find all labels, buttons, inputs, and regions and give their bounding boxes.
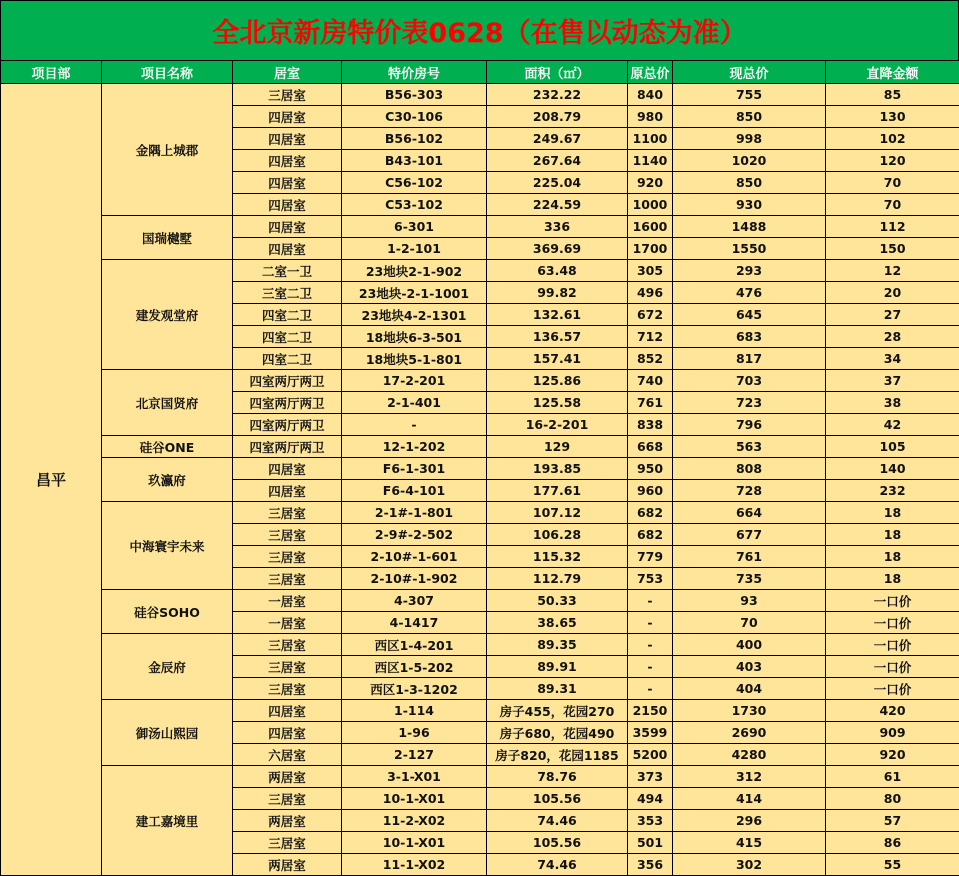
layout-cell: 六居室	[233, 744, 342, 766]
area-cell: 74.46	[487, 854, 628, 876]
unit-number-cell: 西区1-3-1202	[342, 678, 487, 700]
table-row	[1, 216, 959, 238]
layout-cell: 三居室	[233, 84, 342, 106]
area-cell: 129	[487, 436, 628, 458]
area-cell: 225.04	[487, 172, 628, 194]
table-body	[1, 84, 959, 876]
current-price-cell: 1488	[673, 216, 826, 238]
layout-cell: 四居室	[233, 106, 342, 128]
layout-cell: 四居室	[233, 722, 342, 744]
discount-cell: 70	[826, 194, 959, 216]
current-price-cell: 4280	[673, 744, 826, 766]
current-price-cell: 703	[673, 370, 826, 392]
area-cell: 232.22	[487, 84, 628, 106]
layout-cell: 四居室	[233, 700, 342, 722]
layout-cell: 三居室	[233, 524, 342, 546]
discount-cell: 12	[826, 260, 959, 282]
unit-number-cell: B56-102	[342, 128, 487, 150]
current-price-cell: 403	[673, 656, 826, 678]
area-cell: 99.82	[487, 282, 628, 304]
area-cell: 132.61	[487, 304, 628, 326]
project-name-cell: 中海寰宇未来	[102, 502, 233, 590]
table-row	[1, 590, 959, 612]
project-name-cell: 玖瀛府	[102, 458, 233, 502]
project-name-cell: 北京国贤府	[102, 370, 233, 436]
original-price-cell: -	[628, 634, 673, 656]
discount-cell: 102	[826, 128, 959, 150]
table-row	[1, 634, 959, 656]
discount-cell: 18	[826, 502, 959, 524]
unit-number-cell: 2-127	[342, 744, 487, 766]
area-cell: 63.48	[487, 260, 628, 282]
discount-cell: 34	[826, 348, 959, 370]
page-title: 全北京新房特价表0628（在售以动态为准）	[212, 11, 746, 50]
original-price-cell: 672	[628, 304, 673, 326]
current-price-cell: 563	[673, 436, 826, 458]
header-cell: 项目部	[1, 61, 102, 84]
original-price-cell: 3599	[628, 722, 673, 744]
layout-cell: 三室二卫	[233, 282, 342, 304]
area-cell: 115.32	[487, 546, 628, 568]
discount-cell: 105	[826, 436, 959, 458]
unit-number-cell: 2-1#-1-801	[342, 502, 487, 524]
unit-number-cell: 4-1417	[342, 612, 487, 634]
area-cell: 50.33	[487, 590, 628, 612]
discount-cell: 28	[826, 326, 959, 348]
area-cell: 177.61	[487, 480, 628, 502]
current-price-cell: 755	[673, 84, 826, 106]
layout-cell: 两居室	[233, 854, 342, 876]
discount-cell: 140	[826, 458, 959, 480]
area-cell: 房子680，花园490	[487, 722, 628, 744]
layout-cell: 四室二卫	[233, 326, 342, 348]
project-name-cell: 建工嘉境里	[102, 766, 233, 876]
discount-cell: 37	[826, 370, 959, 392]
discount-cell: 一口价	[826, 678, 959, 700]
current-price-cell: 293	[673, 260, 826, 282]
area-cell: 112.79	[487, 568, 628, 590]
header-cell: 居室	[233, 61, 342, 84]
discount-cell: 18	[826, 546, 959, 568]
table-row	[1, 84, 959, 106]
layout-cell: 三居室	[233, 634, 342, 656]
discount-cell: 80	[826, 788, 959, 810]
original-price-cell: 852	[628, 348, 673, 370]
current-price-cell: 998	[673, 128, 826, 150]
unit-number-cell: 2-1-401	[342, 392, 487, 414]
discount-cell: 38	[826, 392, 959, 414]
area-cell: 89.91	[487, 656, 628, 678]
area-cell: 136.57	[487, 326, 628, 348]
area-cell: 336	[487, 216, 628, 238]
original-price-cell: -	[628, 590, 673, 612]
original-price-cell: 753	[628, 568, 673, 590]
original-price-cell: 353	[628, 810, 673, 832]
layout-cell: 四居室	[233, 150, 342, 172]
unit-number-cell: 12-1-202	[342, 436, 487, 458]
current-price-cell: 415	[673, 832, 826, 854]
discount-cell: 55	[826, 854, 959, 876]
project-name-cell: 硅谷SOHO	[102, 590, 233, 634]
project-name-cell: 御汤山熙园	[102, 700, 233, 766]
layout-cell: 四室两厅两卫	[233, 392, 342, 414]
current-price-cell: 677	[673, 524, 826, 546]
unit-number-cell: 11-2-X02	[342, 810, 487, 832]
unit-number-cell: 西区1-4-201	[342, 634, 487, 656]
current-price-cell: 796	[673, 414, 826, 436]
unit-number-cell: 1-96	[342, 722, 487, 744]
unit-number-cell: 西区1-5-202	[342, 656, 487, 678]
original-price-cell: 838	[628, 414, 673, 436]
original-price-cell: -	[628, 678, 673, 700]
unit-number-cell: B56-303	[342, 84, 487, 106]
area-cell: 房子455，花园270	[487, 700, 628, 722]
original-price-cell: 1600	[628, 216, 673, 238]
current-price-cell: 850	[673, 106, 826, 128]
current-price-cell: 1730	[673, 700, 826, 722]
current-price-cell: 302	[673, 854, 826, 876]
layout-cell: 四室二卫	[233, 348, 342, 370]
current-price-cell: 400	[673, 634, 826, 656]
current-price-cell: 761	[673, 546, 826, 568]
area-cell: 房子820，花园1185	[487, 744, 628, 766]
discount-cell: 一口价	[826, 590, 959, 612]
layout-cell: 四居室	[233, 238, 342, 260]
original-price-cell: 960	[628, 480, 673, 502]
discount-cell: 420	[826, 700, 959, 722]
discount-cell: 920	[826, 744, 959, 766]
header-cell: 直降金额	[826, 61, 959, 84]
original-price-cell: 682	[628, 524, 673, 546]
layout-cell: 三居室	[233, 568, 342, 590]
layout-cell: 三居室	[233, 502, 342, 524]
unit-number-cell: C56-102	[342, 172, 487, 194]
unit-number-cell: 10-1-X01	[342, 832, 487, 854]
header-cell: 特价房号	[342, 61, 487, 84]
current-price-cell: 476	[673, 282, 826, 304]
original-price-cell: 496	[628, 282, 673, 304]
original-price-cell: 373	[628, 766, 673, 788]
current-price-cell: 664	[673, 502, 826, 524]
current-price-cell: 93	[673, 590, 826, 612]
discount-cell: 85	[826, 84, 959, 106]
discount-cell: 61	[826, 766, 959, 788]
discount-cell: 一口价	[826, 656, 959, 678]
current-price-cell: 1020	[673, 150, 826, 172]
layout-cell: 四室两厅两卫	[233, 436, 342, 458]
unit-number-cell: 3-1-X01	[342, 766, 487, 788]
header-cell: 面积（㎡）	[487, 61, 628, 84]
table-row	[1, 502, 959, 524]
layout-cell: 四室二卫	[233, 304, 342, 326]
unit-number-cell: 2-10#-1-601	[342, 546, 487, 568]
unit-number-cell: 6-301	[342, 216, 487, 238]
discount-cell: 232	[826, 480, 959, 502]
discount-cell: 150	[826, 238, 959, 260]
current-price-cell: 735	[673, 568, 826, 590]
discount-cell: 一口价	[826, 634, 959, 656]
original-price-cell: 2150	[628, 700, 673, 722]
layout-cell: 四室两厅两卫	[233, 370, 342, 392]
original-price-cell: 682	[628, 502, 673, 524]
unit-number-cell: 11-1-X02	[342, 854, 487, 876]
layout-cell: 两居室	[233, 766, 342, 788]
layout-cell: 三居室	[233, 656, 342, 678]
area-cell: 105.56	[487, 788, 628, 810]
discount-cell: 120	[826, 150, 959, 172]
area-cell: 107.12	[487, 502, 628, 524]
discount-cell: 86	[826, 832, 959, 854]
area-cell: 89.35	[487, 634, 628, 656]
current-price-cell: 930	[673, 194, 826, 216]
layout-cell: 三居室	[233, 788, 342, 810]
current-price-cell: 850	[673, 172, 826, 194]
discount-cell: 130	[826, 106, 959, 128]
layout-cell: 两居室	[233, 810, 342, 832]
discount-cell: 18	[826, 524, 959, 546]
layout-cell: 三居室	[233, 678, 342, 700]
unit-number-cell: C30-106	[342, 106, 487, 128]
unit-number-cell: 23地块4-2-1301	[342, 304, 487, 326]
unit-number-cell: F6-4-101	[342, 480, 487, 502]
original-price-cell: 305	[628, 260, 673, 282]
original-price-cell: 1700	[628, 238, 673, 260]
header-row	[1, 61, 959, 84]
area-cell: 125.86	[487, 370, 628, 392]
layout-cell: 四居室	[233, 216, 342, 238]
area-cell: 78.76	[487, 766, 628, 788]
current-price-cell: 817	[673, 348, 826, 370]
area-cell: 74.46	[487, 810, 628, 832]
title-bar	[0, 0, 959, 61]
original-price-cell: -	[628, 612, 673, 634]
layout-cell: 二室一卫	[233, 260, 342, 282]
current-price-cell: 645	[673, 304, 826, 326]
unit-number-cell: 10-1-X01	[342, 788, 487, 810]
header-cell: 原总价	[628, 61, 673, 84]
header-cell: 项目名称	[102, 61, 233, 84]
unit-number-cell: 23地块-2-1-1001	[342, 282, 487, 304]
area-cell: 125.58	[487, 392, 628, 414]
area-cell: 267.64	[487, 150, 628, 172]
unit-number-cell: B43-101	[342, 150, 487, 172]
area-cell: 369.69	[487, 238, 628, 260]
layout-cell: 四居室	[233, 480, 342, 502]
current-price-cell: 404	[673, 678, 826, 700]
area-cell: 208.79	[487, 106, 628, 128]
unit-number-cell: 4-307	[342, 590, 487, 612]
price-table	[0, 60, 959, 876]
original-price-cell: 740	[628, 370, 673, 392]
original-price-cell: 920	[628, 172, 673, 194]
discount-cell: 一口价	[826, 612, 959, 634]
current-price-cell: 296	[673, 810, 826, 832]
table-row	[1, 458, 959, 480]
area-cell: 105.56	[487, 832, 628, 854]
project-name-cell: 国瑞樾墅	[102, 216, 233, 260]
discount-cell: 18	[826, 568, 959, 590]
current-price-cell: 728	[673, 480, 826, 502]
discount-cell: 909	[826, 722, 959, 744]
layout-cell: 四居室	[233, 128, 342, 150]
project-name-cell: 金辰府	[102, 634, 233, 700]
current-price-cell: 2690	[673, 722, 826, 744]
layout-cell: 四居室	[233, 172, 342, 194]
unit-number-cell: 18地块6-3-501	[342, 326, 487, 348]
layout-cell: 四室两厅两卫	[233, 414, 342, 436]
unit-number-cell: F6-1-301	[342, 458, 487, 480]
unit-number-cell: 2-9#-2-502	[342, 524, 487, 546]
area-cell: 16-2-201	[487, 414, 628, 436]
project-name-cell: 金隅上城郡	[102, 84, 233, 216]
area-cell: 249.67	[487, 128, 628, 150]
unit-number-cell: C53-102	[342, 194, 487, 216]
table-row	[1, 766, 959, 788]
layout-cell: 三居室	[233, 832, 342, 854]
current-price-cell: 414	[673, 788, 826, 810]
unit-number-cell: 17-2-201	[342, 370, 487, 392]
original-price-cell: 712	[628, 326, 673, 348]
unit-number-cell: 1-2-101	[342, 238, 487, 260]
original-price-cell: 840	[628, 84, 673, 106]
original-price-cell: 980	[628, 106, 673, 128]
original-price-cell: 950	[628, 458, 673, 480]
original-price-cell: 668	[628, 436, 673, 458]
area-cell: 193.85	[487, 458, 628, 480]
table-row	[1, 370, 959, 392]
discount-cell: 27	[826, 304, 959, 326]
original-price-cell: 761	[628, 392, 673, 414]
original-price-cell: 356	[628, 854, 673, 876]
original-price-cell: 1140	[628, 150, 673, 172]
area-cell: 157.41	[487, 348, 628, 370]
unit-number-cell: 1-114	[342, 700, 487, 722]
original-price-cell: -	[628, 656, 673, 678]
unit-number-cell: -	[342, 414, 487, 436]
discount-cell: 42	[826, 414, 959, 436]
unit-number-cell: 23地块2-1-902	[342, 260, 487, 282]
discount-cell: 112	[826, 216, 959, 238]
original-price-cell: 1100	[628, 128, 673, 150]
current-price-cell: 723	[673, 392, 826, 414]
department-cell: 昌平	[1, 84, 102, 876]
current-price-cell: 70	[673, 612, 826, 634]
original-price-cell: 494	[628, 788, 673, 810]
current-price-cell: 808	[673, 458, 826, 480]
discount-cell: 20	[826, 282, 959, 304]
table-row	[1, 436, 959, 458]
current-price-cell: 1550	[673, 238, 826, 260]
table-row	[1, 260, 959, 282]
layout-cell: 四居室	[233, 194, 342, 216]
area-cell: 38.65	[487, 612, 628, 634]
header-cell: 现总价	[673, 61, 826, 84]
unit-number-cell: 2-10#-1-902	[342, 568, 487, 590]
layout-cell: 一居室	[233, 590, 342, 612]
original-price-cell: 1000	[628, 194, 673, 216]
discount-cell: 70	[826, 172, 959, 194]
project-name-cell: 建发观堂府	[102, 260, 233, 370]
project-name-cell: 硅谷ONE	[102, 436, 233, 458]
original-price-cell: 501	[628, 832, 673, 854]
area-cell: 224.59	[487, 194, 628, 216]
area-cell: 106.28	[487, 524, 628, 546]
discount-cell: 57	[826, 810, 959, 832]
unit-number-cell: 18地块5-1-801	[342, 348, 487, 370]
current-price-cell: 312	[673, 766, 826, 788]
table-row	[1, 700, 959, 722]
layout-cell: 一居室	[233, 612, 342, 634]
layout-cell: 四居室	[233, 458, 342, 480]
area-cell: 89.31	[487, 678, 628, 700]
original-price-cell: 5200	[628, 744, 673, 766]
layout-cell: 三居室	[233, 546, 342, 568]
current-price-cell: 683	[673, 326, 826, 348]
original-price-cell: 779	[628, 546, 673, 568]
